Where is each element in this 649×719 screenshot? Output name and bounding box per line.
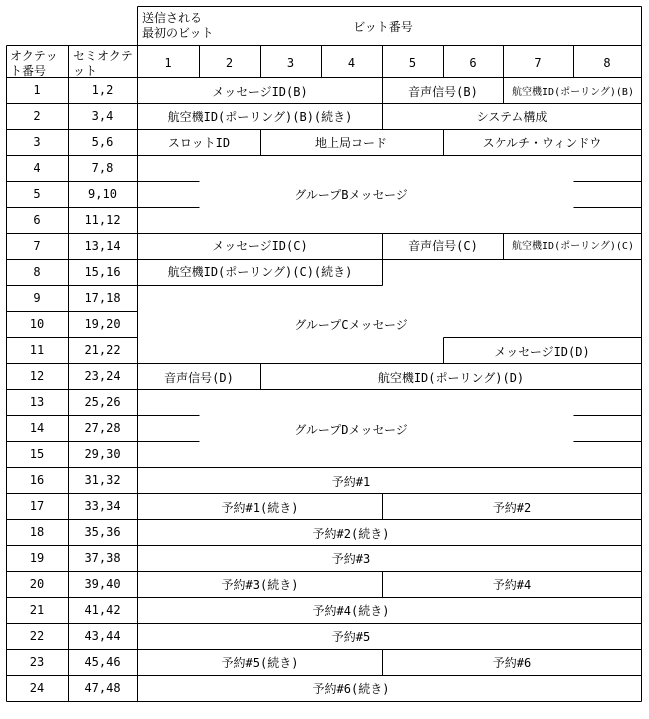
octet-number: 9 <box>33 291 41 305</box>
semi-octet-number: 7,8 <box>91 161 114 175</box>
semi-octet-number: 31,32 <box>84 473 121 487</box>
octet-number: 22 <box>29 629 45 643</box>
octet-number: 8 <box>33 265 41 279</box>
octet-number: 13 <box>29 395 45 409</box>
field-reserved-3-cont: 予約#3(続き) <box>221 578 299 592</box>
field-aircraft-id-d: 航空機ID(ポーリング)(D) <box>377 371 525 385</box>
octet-number: 14 <box>29 421 45 435</box>
semi-octet-number: 25,26 <box>84 395 121 409</box>
field-group-d-message: グループDメッセージ <box>294 423 408 437</box>
octet-number: 5 <box>33 187 41 201</box>
semi-octet-number: 13,14 <box>84 239 121 253</box>
field-aircraft-id-b: 航空機ID(ポーリング)(B) <box>512 87 634 98</box>
field-aircraft-id-b-cont: 航空機ID(ポーリング)(B)(続き) <box>167 110 353 124</box>
field-reserved-5-cont: 予約#5(続き) <box>221 656 299 670</box>
octet-number: 21 <box>29 603 45 617</box>
semi-octet-number: 17,18 <box>84 291 121 305</box>
semi-octet-number: 21,22 <box>84 343 121 357</box>
octet-number: 20 <box>29 577 45 591</box>
field-slot-id: スロットID <box>167 136 231 150</box>
octet-number: 24 <box>29 681 45 695</box>
field-ground-station-code: 地上局コード <box>314 136 388 150</box>
field-system-config: システム構成 <box>476 110 548 124</box>
bit-number-6: 6 <box>469 56 477 70</box>
field-reserved-2: 予約#2 <box>492 501 532 515</box>
semi-octet-number: 11,12 <box>84 213 121 227</box>
semi-octet-number: 23,24 <box>84 369 121 383</box>
bit-number-8: 8 <box>603 56 611 70</box>
semi-octet-number: 43,44 <box>84 629 121 643</box>
field-message-id-b: メッセージID(B) <box>212 85 308 99</box>
semi-octet-number: 1,2 <box>91 83 114 97</box>
octet-number: 4 <box>33 161 41 175</box>
field-group-b-message: グループBメッセージ <box>294 188 408 202</box>
semi-octet-number: 33,34 <box>84 499 121 513</box>
semi-octet-number: 5,6 <box>91 135 114 149</box>
field-reserved-4: 予約#4 <box>492 578 532 592</box>
first-bit-sent-label: 送信される 最初のビット <box>142 11 214 40</box>
bit-number-7: 7 <box>534 56 542 70</box>
semi-octet-number: 39,40 <box>84 577 121 591</box>
octet-number: 23 <box>29 655 45 669</box>
semi-octet-number: 29,30 <box>84 447 121 461</box>
octet-number: 16 <box>29 473 45 487</box>
semi-octet-number: 47,48 <box>84 681 121 695</box>
semi-octet-number: 19,20 <box>84 317 121 331</box>
bit-number-label: ビット番号 <box>353 20 413 34</box>
octet-number: 18 <box>29 525 45 539</box>
octet-number: 17 <box>29 499 45 513</box>
field-reserved-1: 予約#1 <box>331 475 371 489</box>
field-squelch-window: スケルチ・ウィンドウ <box>482 136 602 150</box>
field-aircraft-id-c: 航空機ID(ポーリング)(C) <box>512 241 634 252</box>
semi-octet-number: 3,4 <box>91 109 114 123</box>
bit-number-5: 5 <box>408 56 417 70</box>
octet-number: 19 <box>29 551 45 565</box>
field-reserved-3: 予約#3 <box>331 552 371 566</box>
field-reserved-1-cont: 予約#1(続き) <box>221 501 299 515</box>
semi-octet-number: 41,42 <box>84 603 121 617</box>
field-reserved-2-cont: 予約#2(続き) <box>312 527 390 541</box>
semi-octet-number: 9,10 <box>88 187 117 201</box>
field-reserved-6-cont: 予約#6(続き) <box>312 682 390 696</box>
octet-number-header: オクテット番号 <box>10 49 58 78</box>
field-reserved-5: 予約#5 <box>331 630 371 644</box>
field-group-c-message: グループCメッセージ <box>294 318 408 332</box>
octet-number: 7 <box>33 239 41 253</box>
semi-octet-number: 27,28 <box>84 421 121 435</box>
bit-number-4: 4 <box>347 56 356 70</box>
semi-octet-number: 15,16 <box>84 265 121 279</box>
field-voice-signal-c: 音声信号(C) <box>408 239 478 253</box>
octet-number: 15 <box>29 447 45 461</box>
octet-number: 10 <box>29 317 45 331</box>
field-reserved-6: 予約#6 <box>492 656 532 670</box>
octet-number: 3 <box>33 135 41 149</box>
bit-number-3: 3 <box>286 56 295 70</box>
semi-octet-number: 35,36 <box>84 525 121 539</box>
bit-number-2: 2 <box>225 56 234 70</box>
semi-octet-number: 37,38 <box>84 551 121 565</box>
field-voice-signal-d: 音声信号(D) <box>164 371 234 385</box>
bit-number-1: 1 <box>164 56 172 70</box>
field-reserved-4-cont: 予約#4(続き) <box>312 604 390 618</box>
octet-number: 12 <box>29 369 45 383</box>
semi-octet-header: セミオクテット <box>73 49 133 78</box>
semi-octet-number: 45,46 <box>84 655 121 669</box>
octet-number: 11 <box>29 343 45 357</box>
field-message-id-c: メッセージID(C) <box>212 239 308 253</box>
field-message-id-d: メッセージID(D) <box>494 345 590 359</box>
field-aircraft-id-c-cont: 航空機ID(ポーリング)(C)(続き) <box>167 265 353 279</box>
octet-number: 2 <box>33 109 41 123</box>
octet-number: 6 <box>33 213 41 227</box>
field-voice-signal-b: 音声信号(B) <box>408 85 478 99</box>
octet-number: 1 <box>33 83 41 97</box>
